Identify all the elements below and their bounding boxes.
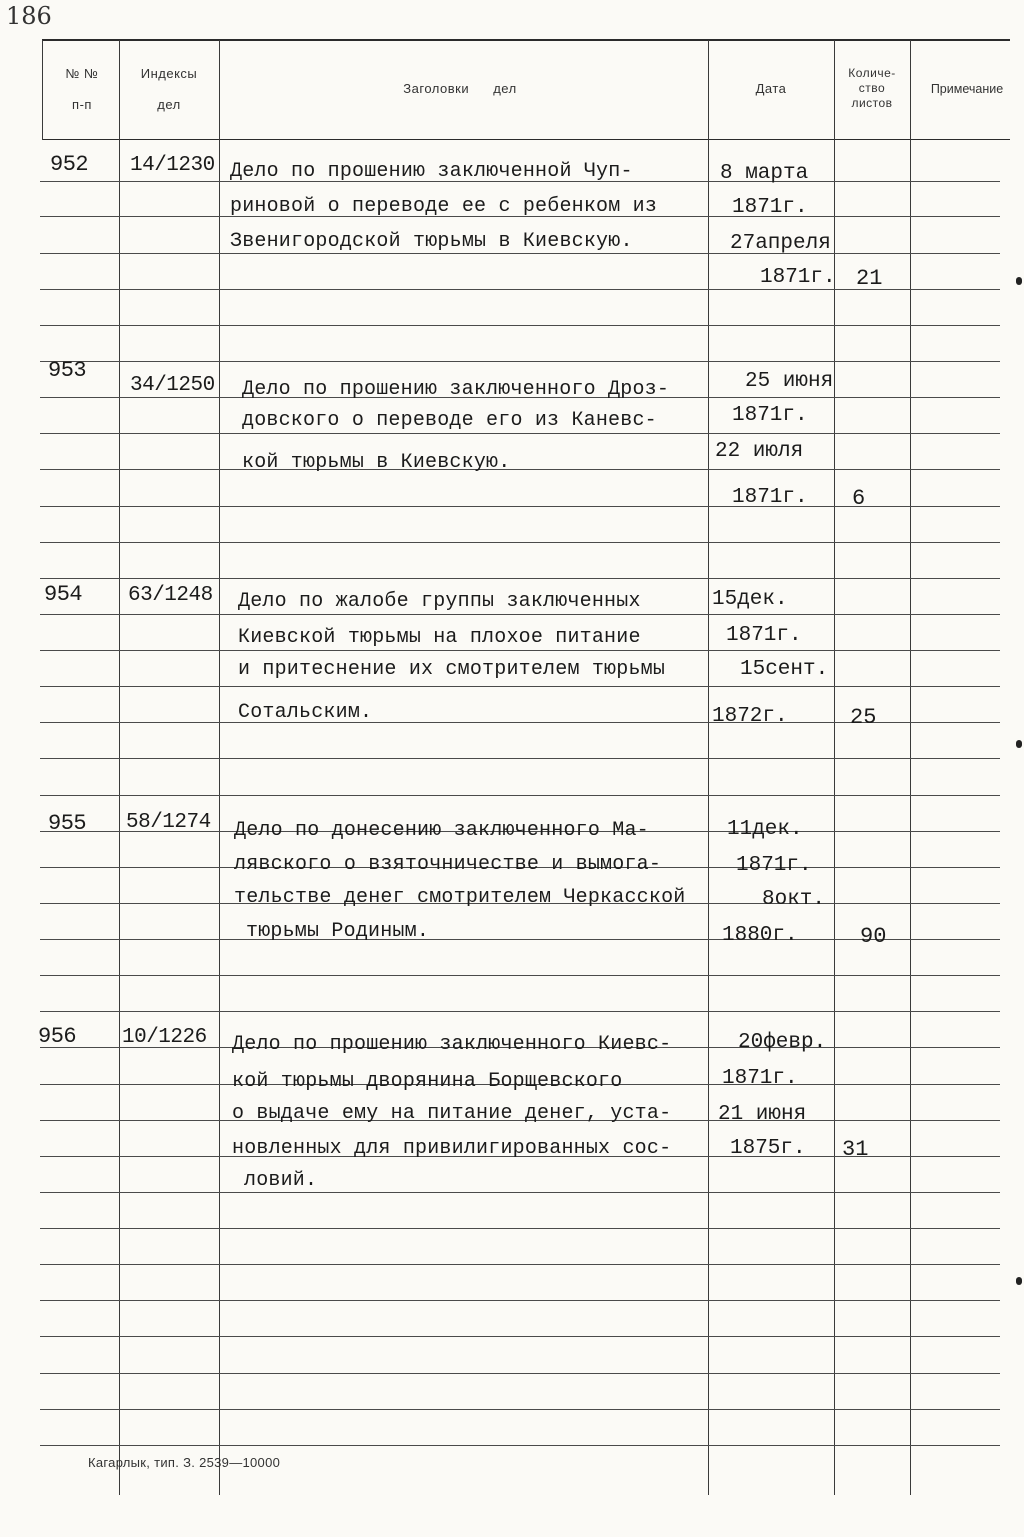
entry-date-start-day: 15дек. — [712, 588, 788, 611]
entry-title-line: о выдаче ему на питание денег, уста- — [232, 1102, 672, 1125]
entry-index: 63/1248 — [128, 584, 213, 607]
entry-title-line: кой тюрьмы в Киевскую. — [242, 451, 511, 474]
entry-number: 953 — [48, 358, 87, 383]
entry-title-line: Дело по прошению заключенного Киевс- — [232, 1033, 672, 1056]
entry-sheet-count: 31 — [842, 1137, 869, 1162]
entry-index: 10/1226 — [122, 1026, 207, 1049]
column-divider-date — [834, 40, 835, 1495]
header-number-bottom: п-п — [72, 97, 92, 112]
entry-date-start-year: 1871г. — [736, 854, 812, 877]
entry-title-line: Звенигородской тюрьмы в Киевскую. — [230, 230, 633, 253]
column-divider-number — [119, 40, 120, 1495]
binder-hole-mark — [1016, 277, 1022, 285]
entry-title-line: Дело по прошению заключенной Чуп- — [230, 160, 633, 183]
entry-date-end-year: 1871г. — [732, 486, 808, 509]
entry-number: 956 — [38, 1024, 77, 1049]
entry-sheet-count: 25 — [850, 705, 877, 730]
column-divider-count — [910, 40, 911, 1495]
table-top-rule — [42, 39, 1010, 41]
entry-title-line: Дело по донесению заключенного Ма- — [234, 819, 649, 842]
entry-title-line: и притеснение их смотрителем тюрьмы — [238, 658, 666, 681]
column-divider-title — [708, 40, 709, 1495]
entry-date-start-day: 11дек. — [727, 818, 803, 841]
entry-date-end-day: 22 июля — [715, 440, 804, 463]
entry-date-start-year: 1871г. — [732, 404, 808, 427]
entry-title-line: тюрьмы Родиным. — [246, 920, 430, 943]
header-notes: Примечание — [930, 82, 1004, 96]
entry-date-start-year: 1871г. — [732, 196, 808, 219]
entry-index: 58/1274 — [126, 811, 211, 834]
header-sheet-count: Количе- ство листов — [848, 66, 896, 110]
entry-date-end-day: 15сент. — [740, 658, 829, 681]
column-divider-index — [219, 40, 220, 1495]
entry-date-end-year: 1880г. — [722, 924, 798, 947]
entry-title-line: лявского о взяточничестве и вымога- — [234, 853, 662, 876]
entry-date-end-day: 21 июня — [718, 1103, 807, 1126]
entry-number: 952 — [50, 152, 89, 177]
entry-date-end-day: 8окт. — [762, 888, 826, 911]
entry-title-line: ловий. — [244, 1169, 318, 1192]
table-header-rule — [42, 139, 1010, 140]
entry-number: 955 — [48, 811, 87, 836]
entry-date-end-year: 1872г. — [712, 705, 788, 728]
entry-title-line: Сотальским. — [238, 701, 373, 724]
entry-date-end-day: 27апреля — [730, 232, 831, 255]
entry-title-line: тельстве денег смотрителем Черкасской — [234, 886, 686, 909]
printer-imprint: Кагарлык, тип. З. 2539—10000 — [88, 1455, 281, 1470]
binder-hole-mark — [1016, 740, 1022, 748]
header-titles: Заголовки дел — [403, 81, 517, 96]
entry-sheet-count: 90 — [860, 924, 887, 949]
header-date: Дата — [755, 81, 787, 96]
entry-number: 954 — [44, 582, 83, 607]
header-index-bottom: дел — [157, 97, 181, 112]
left-border — [42, 40, 43, 140]
entry-index: 34/1250 — [130, 374, 215, 397]
header-number-top: № № — [65, 66, 99, 81]
entry-date-end-year: 1871г. — [760, 266, 836, 289]
entry-date-start-day: 20февр. — [738, 1031, 827, 1054]
entry-date-end-year: 1875г. — [730, 1137, 806, 1160]
entry-date-start-day: 8 марта — [720, 162, 809, 185]
entry-date-start-year: 1871г. — [726, 624, 802, 647]
entry-title-line: Дело по прошению заключенного Дроз- — [242, 378, 670, 401]
entry-sheet-count: 21 — [856, 266, 883, 291]
entry-title-line: довского о переводе его из Каневс- — [242, 409, 657, 432]
entry-date-start-year: 1871г. — [722, 1067, 798, 1090]
binder-hole-mark — [1016, 1277, 1022, 1285]
entry-title-line: новленных для привилигированных сос- — [232, 1137, 672, 1160]
entry-title-line: кой тюрьмы дворянина Борщевского — [232, 1070, 623, 1093]
entry-sheet-count: 6 — [852, 486, 866, 511]
entry-index: 14/1230 — [130, 154, 215, 177]
entry-title-line: Дело по жалобе группы заключенных — [238, 590, 641, 613]
entry-title-line: Киевской тюрьмы на плохое питание — [238, 626, 641, 649]
header-index-top: Индексы — [140, 66, 198, 81]
entry-title-line: риновой о переводе ее с ребенком из — [230, 195, 658, 218]
corner-page-number: 186 — [6, 2, 52, 30]
entry-date-start-day: 25 июня — [745, 370, 834, 393]
